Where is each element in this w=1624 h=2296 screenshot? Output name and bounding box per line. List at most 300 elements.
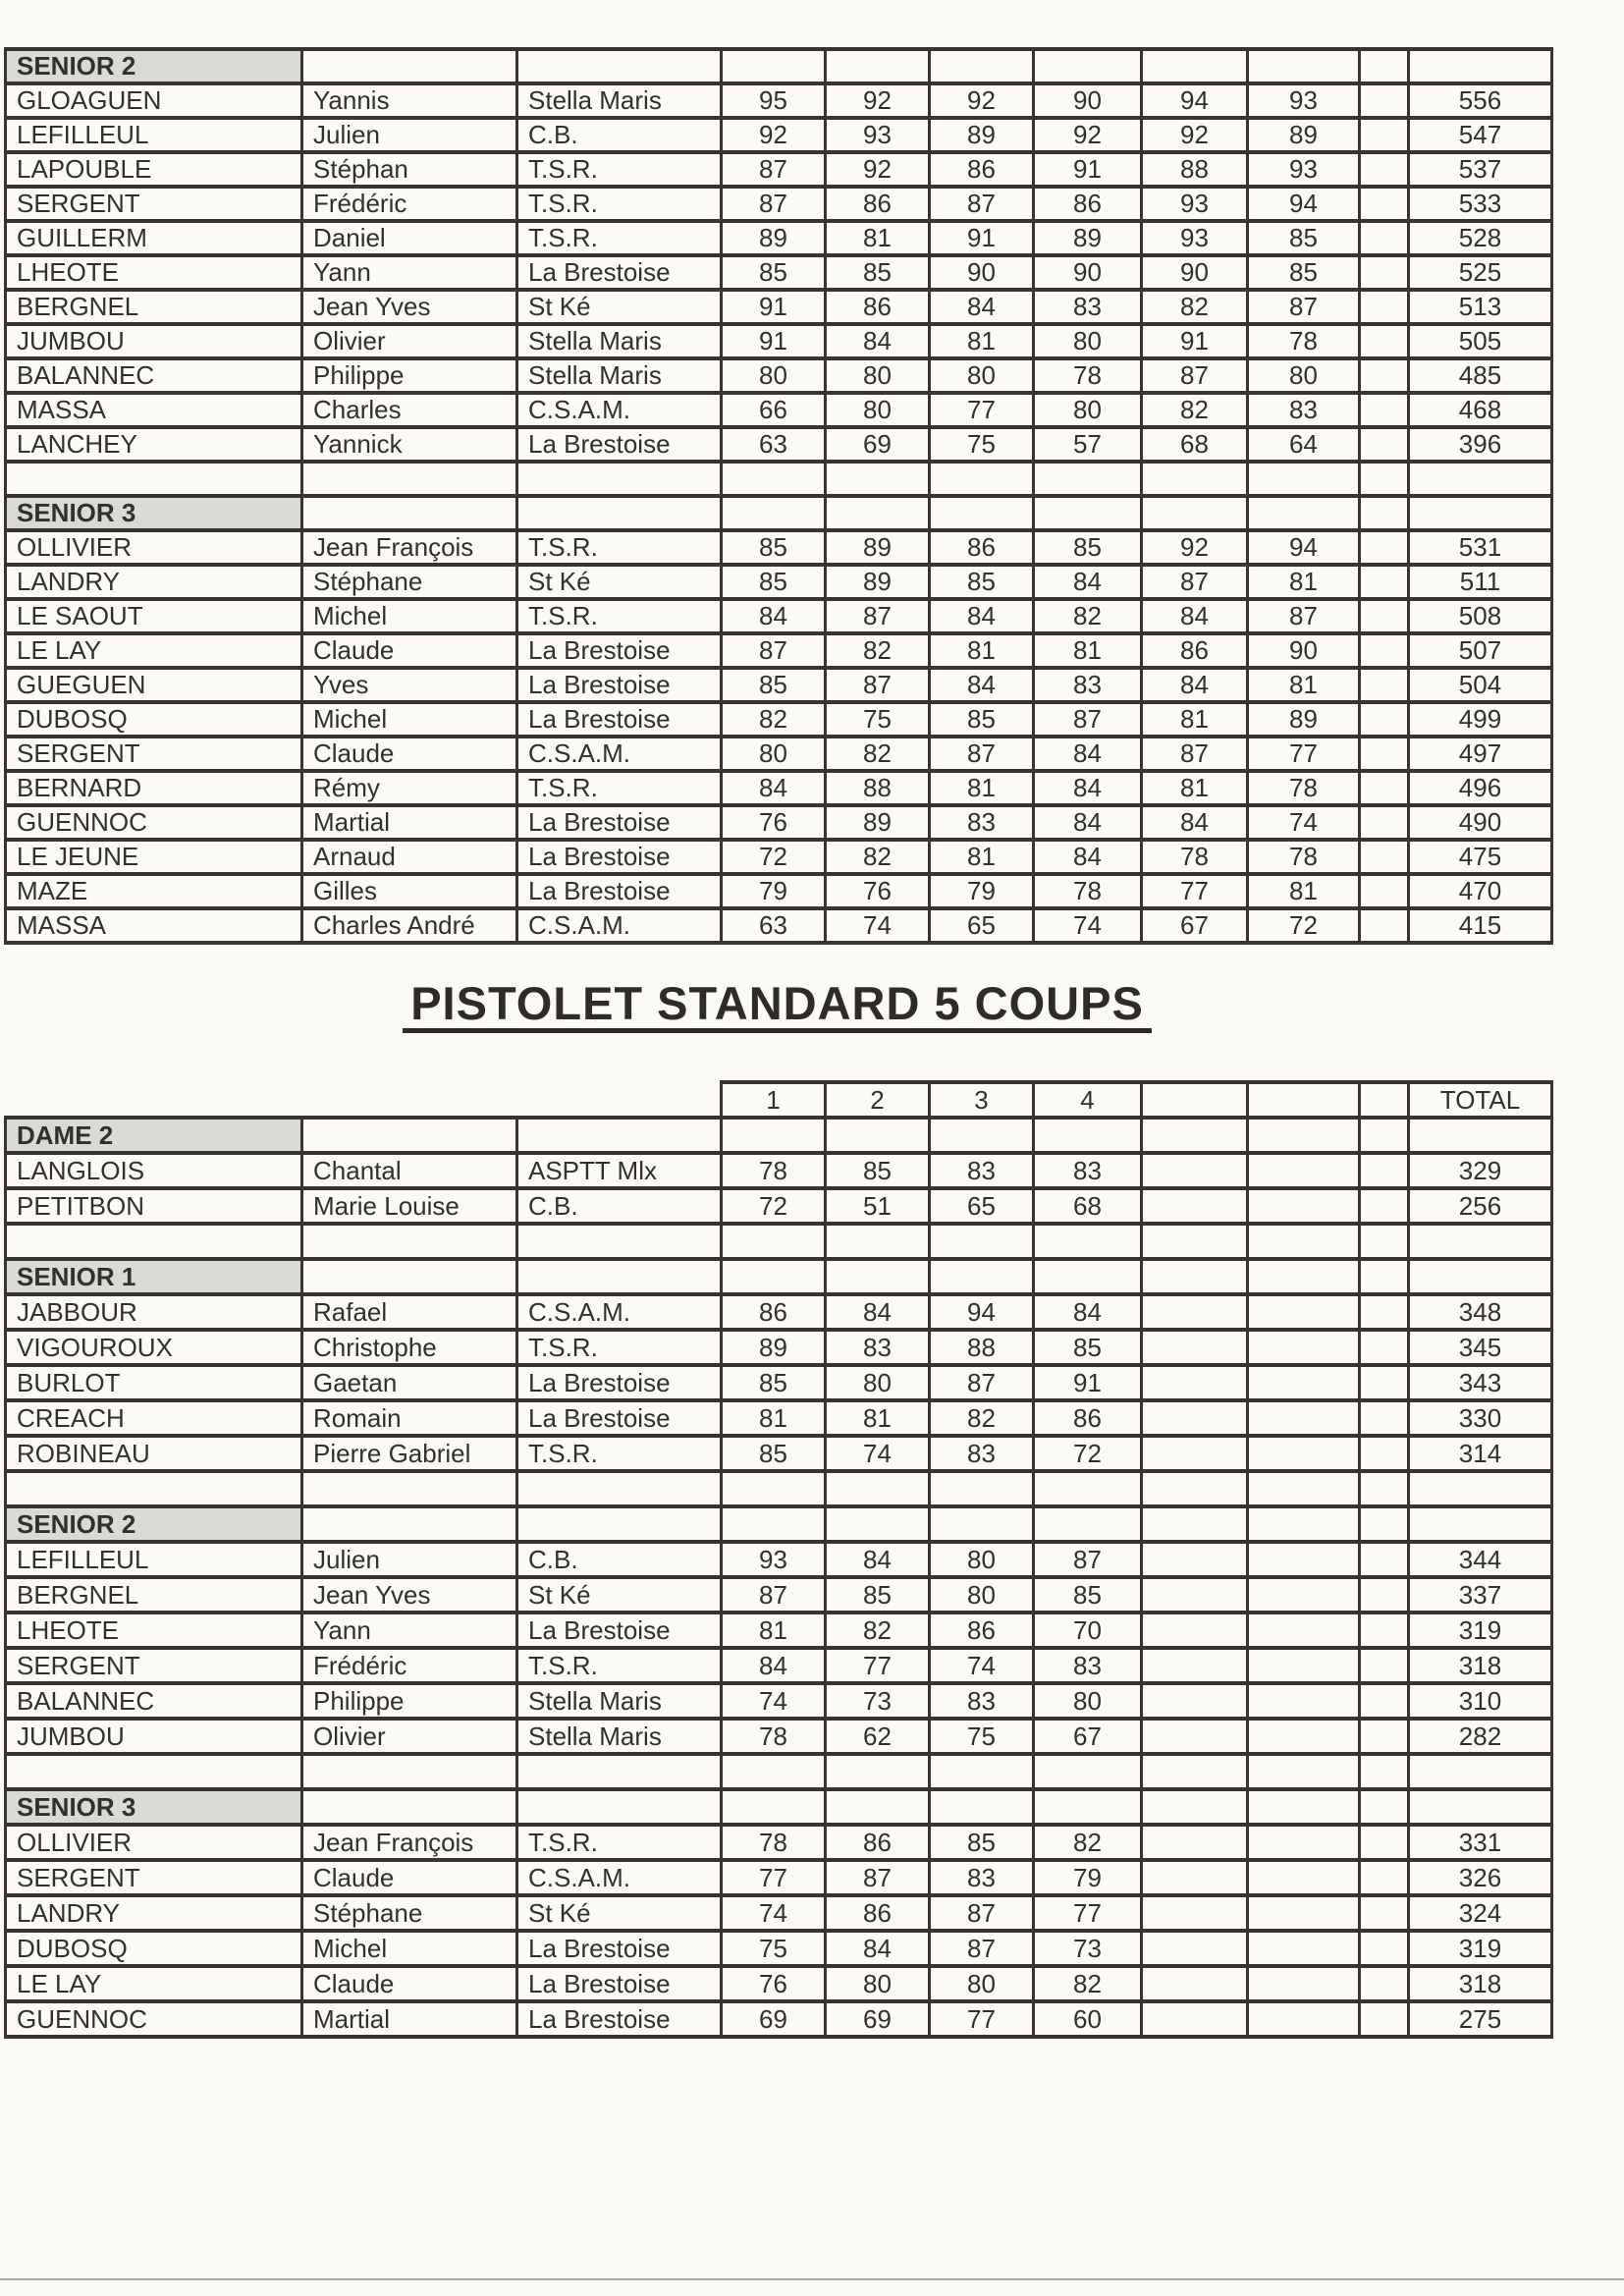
lastname-cell: MAZE	[6, 874, 302, 908]
score-cell: 87	[722, 152, 826, 187]
score-cell: 84	[826, 1542, 930, 1577]
lastname-cell: MASSA	[6, 393, 302, 427]
empty-cell	[6, 462, 302, 496]
narrow-cell	[1360, 1188, 1409, 1224]
empty-cell	[302, 1118, 517, 1153]
empty-cell	[930, 1789, 1034, 1825]
empty-cell	[302, 1224, 517, 1259]
series-number-cell: 1	[722, 1082, 826, 1118]
score-cell: 91	[1142, 324, 1248, 358]
total-cell: 331	[1409, 1825, 1552, 1860]
empty-cell	[1034, 496, 1142, 530]
section-header-row	[6, 496, 1552, 530]
lastname-cell: LE SAOUT	[6, 599, 302, 633]
score-cell	[1248, 2001, 1360, 2037]
score-cell	[1248, 1613, 1360, 1648]
narrow-cell	[1360, 1613, 1409, 1648]
lastname-cell: LANCHEY	[6, 427, 302, 462]
lastname-cell: LHEOTE	[6, 255, 302, 290]
score-cell: 80	[1248, 358, 1360, 393]
club-cell: La Brestoise	[517, 805, 722, 840]
narrow-cell	[1360, 187, 1409, 221]
lastname-cell: LAPOUBLE	[6, 152, 302, 187]
player-row	[6, 1542, 1552, 1577]
score-cell: 80	[826, 358, 930, 393]
firstname-cell: Philippe	[302, 358, 517, 393]
total-cell: 499	[1409, 702, 1552, 737]
lastname-cell: LE JEUNE	[6, 840, 302, 874]
score-cell: 76	[826, 874, 930, 908]
score-cell: 89	[930, 118, 1034, 152]
player-row	[6, 1683, 1552, 1719]
score-cell: 74	[930, 1648, 1034, 1683]
score-cell: 82	[826, 737, 930, 771]
empty-cell	[1034, 49, 1142, 83]
empty-cell	[1142, 1259, 1248, 1294]
total-cell: 508	[1409, 599, 1552, 633]
score-cell: 87	[930, 1895, 1034, 1931]
page-title: PISTOLET STANDARD 5 COUPS	[403, 980, 1152, 1033]
club-cell: La Brestoise	[517, 633, 722, 668]
total-cell: 504	[1409, 668, 1552, 702]
score-cell: 77	[1248, 737, 1360, 771]
score-cell: 92	[930, 83, 1034, 118]
lastname-cell: LANDRY	[6, 1895, 302, 1931]
firstname-cell: Yves	[302, 668, 517, 702]
score-cell: 94	[1142, 83, 1248, 118]
narrow-cell	[1360, 1648, 1409, 1683]
player-row	[6, 1577, 1552, 1613]
empty-cell	[6, 1754, 302, 1789]
empty-cell	[930, 1224, 1034, 1259]
firstname-cell: Yannis	[302, 83, 517, 118]
empty-cell	[1248, 49, 1360, 83]
score-cell: 84	[1142, 805, 1248, 840]
total-cell: 556	[1409, 83, 1552, 118]
score-cell	[1248, 1153, 1360, 1188]
narrow-cell	[1360, 118, 1409, 152]
total-cell: 470	[1409, 874, 1552, 908]
score-cell: 94	[1248, 530, 1360, 565]
player-row	[6, 1436, 1552, 1471]
score-cell: 85	[722, 1436, 826, 1471]
empty-cell	[1142, 1118, 1248, 1153]
score-cell: 85	[1248, 255, 1360, 290]
narrow-cell	[1360, 1860, 1409, 1895]
score-cell: 60	[1034, 2001, 1142, 2037]
narrow-cell	[1360, 565, 1409, 599]
empty-cell	[517, 1118, 722, 1153]
score-cell: 85	[1034, 530, 1142, 565]
player-row	[6, 530, 1552, 565]
club-cell: T.S.R.	[517, 530, 722, 565]
score-cell: 83	[930, 805, 1034, 840]
series-number-cell: 3	[930, 1082, 1034, 1118]
total-cell: 511	[1409, 565, 1552, 599]
score-cell: 84	[930, 668, 1034, 702]
score-cell: 92	[1142, 530, 1248, 565]
score-cell: 85	[722, 565, 826, 599]
empty-cell	[1034, 1754, 1142, 1789]
club-cell: C.B.	[517, 118, 722, 152]
firstname-cell: Marie Louise	[302, 1188, 517, 1224]
score-cell: 79	[930, 874, 1034, 908]
firstname-cell: Stéphan	[302, 152, 517, 187]
score-cell: 81	[1248, 668, 1360, 702]
narrow-cell	[1360, 2001, 1409, 2037]
category-label-cell: SENIOR 2	[6, 1506, 302, 1542]
score-cell: 82	[1034, 599, 1142, 633]
empty-cell	[1360, 496, 1409, 530]
total-cell: 256	[1409, 1188, 1552, 1224]
firstname-cell: Martial	[302, 2001, 517, 2037]
narrow-cell	[1360, 152, 1409, 187]
score-cell: 87	[722, 1577, 826, 1613]
score-cell: 89	[1248, 118, 1360, 152]
score-cell: 90	[1034, 255, 1142, 290]
score-cell: 90	[1034, 83, 1142, 118]
section-header-row	[6, 49, 1552, 83]
club-cell: La Brestoise	[517, 1365, 722, 1400]
score-cell: 73	[826, 1683, 930, 1719]
score-cell: 77	[930, 2001, 1034, 2037]
total-cell: 396	[1409, 427, 1552, 462]
empty-cell	[302, 496, 517, 530]
player-row	[6, 633, 1552, 668]
score-cell: 91	[1034, 152, 1142, 187]
score-cell: 77	[826, 1648, 930, 1683]
club-cell: T.S.R.	[517, 1330, 722, 1365]
firstname-cell: Yannick	[302, 427, 517, 462]
narrow-cell	[1360, 1825, 1409, 1860]
club-cell: La Brestoise	[517, 1613, 722, 1648]
score-cell: 63	[722, 427, 826, 462]
club-cell: St Ké	[517, 1895, 722, 1931]
score-cell: 81	[826, 1400, 930, 1436]
empty-cell	[1142, 1754, 1248, 1789]
narrow-cell	[1360, 633, 1409, 668]
total-cell: 505	[1409, 324, 1552, 358]
score-cell: 85	[722, 668, 826, 702]
empty-cell	[302, 1506, 517, 1542]
score-cell: 80	[1034, 393, 1142, 427]
score-cell: 70	[1034, 1613, 1142, 1648]
club-cell: Stella Maris	[517, 358, 722, 393]
player-row	[6, 290, 1552, 324]
lastname-cell: VIGOUROUX	[6, 1330, 302, 1365]
player-row	[6, 565, 1552, 599]
narrow-cell	[1360, 1436, 1409, 1471]
narrow-cell	[1360, 255, 1409, 290]
score-cell: 82	[1034, 1966, 1142, 2001]
total-cell: 319	[1409, 1613, 1552, 1648]
score-cell: 84	[1034, 840, 1142, 874]
player-row	[6, 1365, 1552, 1400]
empty-cell	[1248, 1118, 1360, 1153]
total-cell: 531	[1409, 530, 1552, 565]
empty-cell	[722, 1259, 826, 1294]
player-row	[6, 1330, 1552, 1365]
empty-cell	[517, 462, 722, 496]
score-cell	[1142, 1577, 1248, 1613]
lastname-cell: BALANNEC	[6, 358, 302, 393]
empty-cell	[1248, 1471, 1360, 1506]
club-cell: T.S.R.	[517, 771, 722, 805]
empty-cell	[1142, 1471, 1248, 1506]
empty-cell	[302, 1259, 517, 1294]
score-cell: 81	[930, 324, 1034, 358]
narrow-cell	[1360, 771, 1409, 805]
empty-cell	[1360, 1471, 1409, 1506]
score-cell	[1248, 1931, 1360, 1966]
score-cell: 92	[722, 118, 826, 152]
player-row	[6, 599, 1552, 633]
score-cell: 80	[1034, 324, 1142, 358]
score-cell: 78	[1034, 874, 1142, 908]
score-cell: 86	[826, 1895, 930, 1931]
score-cell: 67	[1034, 1719, 1142, 1754]
firstname-cell: Rafael	[302, 1294, 517, 1330]
score-cell: 82	[826, 1613, 930, 1648]
score-cell: 72	[1034, 1436, 1142, 1471]
category-label-cell: SENIOR 3	[6, 496, 302, 530]
category-label-cell: SENIOR 1	[6, 1259, 302, 1294]
total-cell: 275	[1409, 2001, 1552, 2037]
firstname-cell: Gilles	[302, 874, 517, 908]
score-cell	[1248, 1895, 1360, 1931]
firstname-cell: Michel	[302, 702, 517, 737]
empty-cell	[1360, 1754, 1409, 1789]
score-cell	[1248, 1365, 1360, 1400]
score-cell	[1142, 1966, 1248, 2001]
score-cell: 93	[1248, 83, 1360, 118]
lastname-cell: SERGENT	[6, 1648, 302, 1683]
narrow-cell	[1360, 805, 1409, 840]
score-cell	[1248, 1719, 1360, 1754]
empty-cell	[1248, 462, 1360, 496]
firstname-cell: Frédéric	[302, 1648, 517, 1683]
score-cell: 64	[1248, 427, 1360, 462]
score-cell	[1248, 1966, 1360, 2001]
club-cell: C.S.A.M.	[517, 908, 722, 943]
total-cell: 525	[1409, 255, 1552, 290]
empty-cell	[517, 496, 722, 530]
total-cell: 337	[1409, 1577, 1552, 1613]
narrow-cell	[1360, 1400, 1409, 1436]
lastname-cell: LE LAY	[6, 1966, 302, 2001]
player-row	[6, 1294, 1552, 1330]
narrow-cell	[1360, 599, 1409, 633]
firstname-cell: Jean Yves	[302, 290, 517, 324]
narrow-cell	[1360, 908, 1409, 943]
empty-cell	[517, 1754, 722, 1789]
empty-cell	[722, 1789, 826, 1825]
narrow-cell	[1360, 1895, 1409, 1931]
lastname-cell: OLLIVIER	[6, 1825, 302, 1860]
empty-cell	[1409, 462, 1552, 496]
narrow-cell	[1360, 358, 1409, 393]
score-cell: 84	[1034, 805, 1142, 840]
spacer-row	[6, 1754, 1552, 1789]
firstname-cell: Philippe	[302, 1683, 517, 1719]
lastname-cell: PETITBON	[6, 1188, 302, 1224]
player-row	[6, 255, 1552, 290]
lastname-cell: JABBOUR	[6, 1294, 302, 1330]
club-cell: La Brestoise	[517, 1966, 722, 2001]
total-cell: 547	[1409, 118, 1552, 152]
empty-cell	[1034, 1224, 1142, 1259]
lastname-cell: ROBINEAU	[6, 1436, 302, 1471]
lastname-cell: LANGLOIS	[6, 1153, 302, 1188]
narrow-cell	[1360, 324, 1409, 358]
firstname-cell: Jean Yves	[302, 1577, 517, 1613]
score-cell: 79	[1034, 1860, 1142, 1895]
score-cell	[1142, 1400, 1248, 1436]
narrow-cell	[1360, 1542, 1409, 1577]
empty-cell	[302, 1754, 517, 1789]
score-cell: 93	[1248, 152, 1360, 187]
score-cell: 77	[1142, 874, 1248, 908]
narrow-cell	[1360, 1719, 1409, 1754]
narrow-cell	[1360, 1577, 1409, 1613]
score-cell: 95	[722, 83, 826, 118]
empty-cell	[6, 1471, 302, 1506]
score-cell: 86	[1034, 187, 1142, 221]
score-cell: 91	[1034, 1365, 1142, 1400]
firstname-cell: Yann	[302, 255, 517, 290]
empty-cell	[302, 462, 517, 496]
player-row	[6, 908, 1552, 943]
score-cell: 87	[826, 1860, 930, 1895]
section-header-row	[6, 1118, 1552, 1153]
empty-cell	[1409, 1259, 1552, 1294]
score-cell: 86	[930, 530, 1034, 565]
empty-cell	[826, 1506, 930, 1542]
club-cell: La Brestoise	[517, 874, 722, 908]
score-cell: 72	[722, 840, 826, 874]
total-cell: 343	[1409, 1365, 1552, 1400]
narrow-cell	[1360, 530, 1409, 565]
score-cell: 84	[1034, 737, 1142, 771]
club-cell: T.S.R.	[517, 1436, 722, 1471]
empty-cell	[826, 462, 930, 496]
score-cell: 78	[722, 1153, 826, 1188]
lastname-cell: JUMBOU	[6, 324, 302, 358]
player-row	[6, 324, 1552, 358]
score-cell: 85	[722, 530, 826, 565]
empty-cell	[1248, 1506, 1360, 1542]
score-cell: 84	[826, 1931, 930, 1966]
club-cell: C.S.A.M.	[517, 737, 722, 771]
score-cell: 73	[1034, 1931, 1142, 1966]
player-row	[6, 1860, 1552, 1895]
player-row	[6, 1825, 1552, 1860]
club-cell: T.S.R.	[517, 152, 722, 187]
empty-cell	[826, 1224, 930, 1259]
score-cell: 87	[826, 599, 930, 633]
empty-cell	[826, 496, 930, 530]
score-cell: 80	[722, 737, 826, 771]
score-cell: 76	[722, 805, 826, 840]
blank-cell	[6, 1082, 302, 1118]
player-row	[6, 1153, 1552, 1188]
empty-cell	[722, 1118, 826, 1153]
score-cell: 87	[826, 668, 930, 702]
score-cell	[1142, 1365, 1248, 1400]
total-cell: 468	[1409, 393, 1552, 427]
empty-cell	[517, 1471, 722, 1506]
firstname-cell: Julien	[302, 118, 517, 152]
player-row	[6, 393, 1552, 427]
score-cell: 77	[930, 393, 1034, 427]
firstname-cell: Charles	[302, 393, 517, 427]
club-cell: C.B.	[517, 1542, 722, 1577]
score-cell: 92	[1142, 118, 1248, 152]
score-cell: 75	[722, 1931, 826, 1966]
total-cell: 528	[1409, 221, 1552, 255]
spacer-row	[6, 1224, 1552, 1259]
score-cell: 85	[930, 1825, 1034, 1860]
score-cell: 84	[930, 599, 1034, 633]
empty-cell	[1142, 1224, 1248, 1259]
total-cell: 344	[1409, 1542, 1552, 1577]
score-cell: 88	[826, 771, 930, 805]
score-cell: 66	[722, 393, 826, 427]
score-cell: 67	[1142, 908, 1248, 943]
lastname-cell: GLOAGUEN	[6, 83, 302, 118]
page-bottom-scan-line	[0, 2278, 1624, 2280]
firstname-cell: Yann	[302, 1613, 517, 1648]
score-cell: 78	[1034, 358, 1142, 393]
lastname-cell: JUMBOU	[6, 1719, 302, 1754]
player-row	[6, 1648, 1552, 1683]
club-cell: La Brestoise	[517, 255, 722, 290]
lastname-cell: DUBOSQ	[6, 1931, 302, 1966]
score-cell: 74	[1034, 908, 1142, 943]
precision-results-table	[4, 47, 1553, 945]
score-cell: 88	[1142, 152, 1248, 187]
empty-cell	[930, 1118, 1034, 1153]
empty-cell	[1409, 1118, 1552, 1153]
player-row	[6, 874, 1552, 908]
score-cell	[1142, 1895, 1248, 1931]
player-row	[6, 1188, 1552, 1224]
empty-cell	[1360, 1506, 1409, 1542]
score-cell	[1142, 2001, 1248, 2037]
narrow-cell	[1360, 290, 1409, 324]
narrow-cell	[1360, 1683, 1409, 1719]
score-cell: 72	[722, 1188, 826, 1224]
score-cell: 87	[930, 737, 1034, 771]
score-cell: 78	[722, 1825, 826, 1860]
score-cell: 85	[722, 255, 826, 290]
score-cell: 89	[826, 530, 930, 565]
empty-cell	[1248, 1224, 1360, 1259]
club-cell: C.S.A.M.	[517, 1294, 722, 1330]
narrow-cell	[1360, 668, 1409, 702]
club-cell: La Brestoise	[517, 2001, 722, 2037]
total-cell: 497	[1409, 737, 1552, 771]
score-cell: 89	[1248, 702, 1360, 737]
firstname-cell: Michel	[302, 1931, 517, 1966]
player-row	[6, 187, 1552, 221]
score-cell	[1142, 1330, 1248, 1365]
firstname-cell: Jean François	[302, 530, 517, 565]
empty-cell	[722, 496, 826, 530]
score-cell: 87	[1142, 358, 1248, 393]
score-cell: 88	[930, 1330, 1034, 1365]
empty-cell	[930, 496, 1034, 530]
